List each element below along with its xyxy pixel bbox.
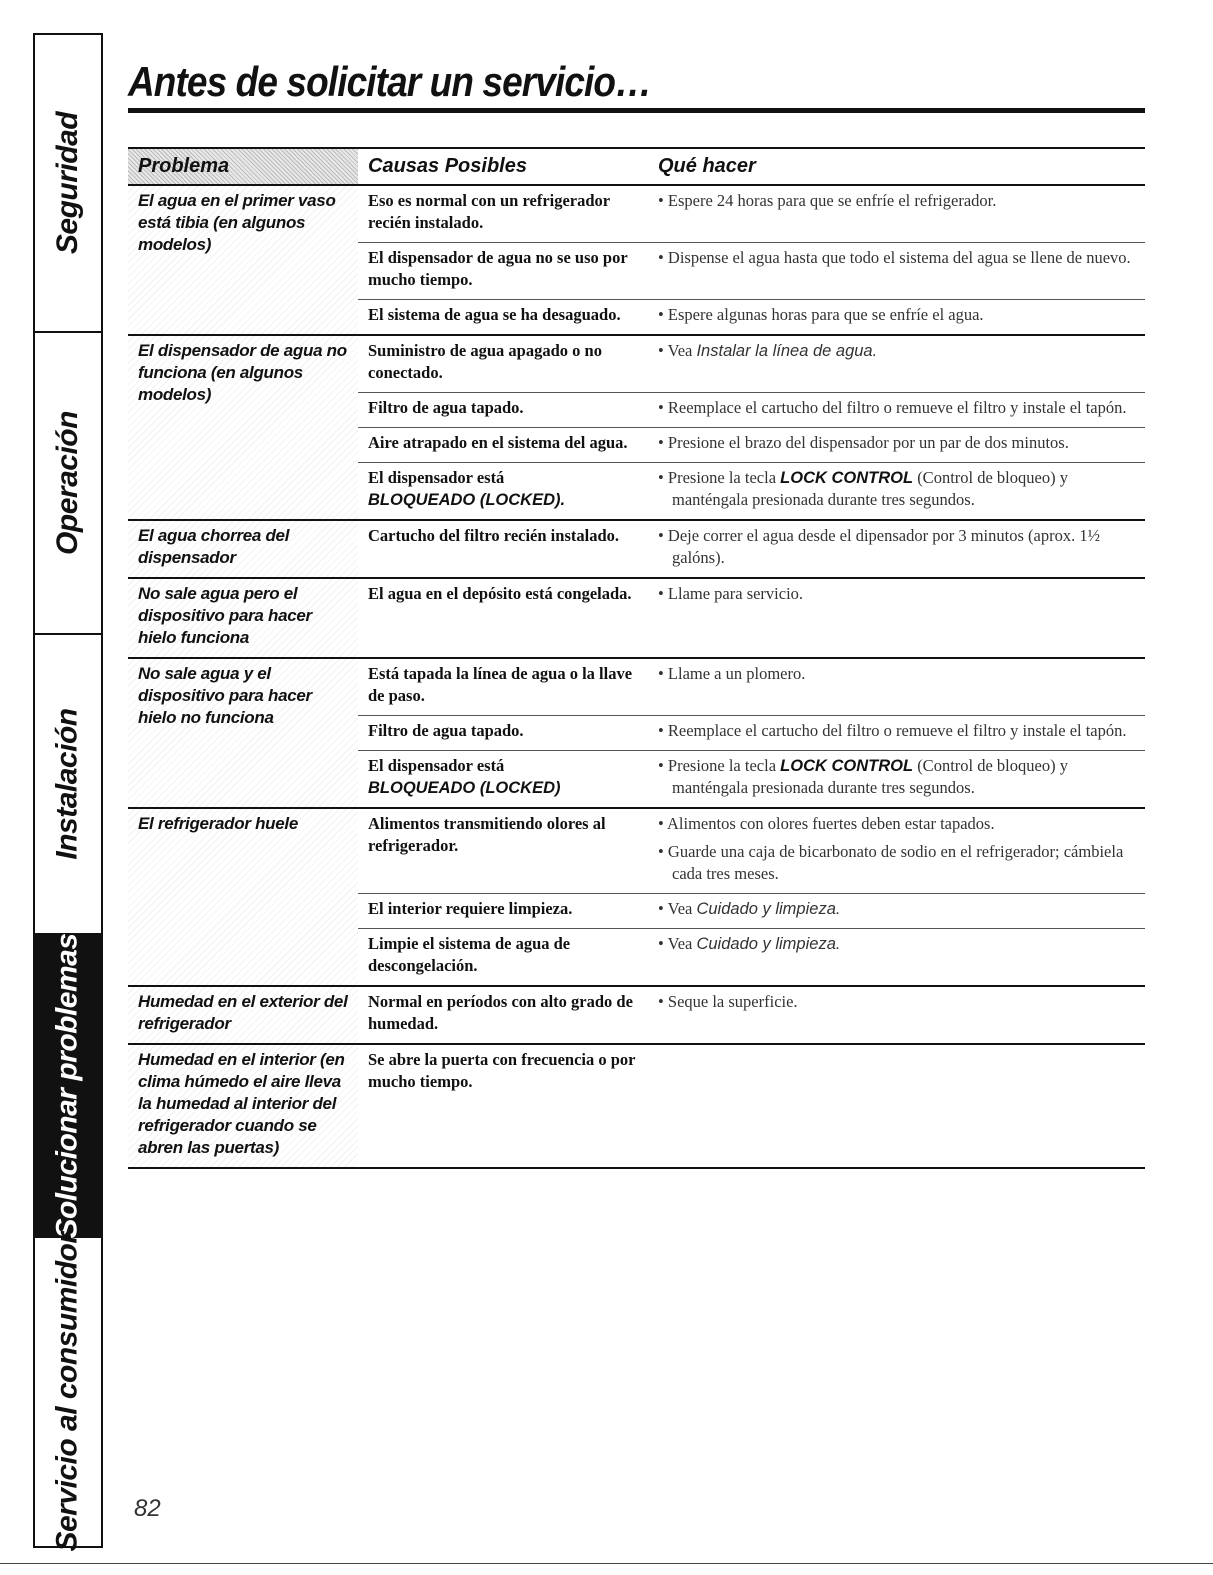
action-prefix: • Vea [658, 934, 697, 953]
cause-text: El dispensador de agua no se uso por mucho tiempo. [368, 248, 628, 289]
cause-text: Filtro de agua tapado. [368, 721, 524, 740]
table-body [128, 185, 1145, 1168]
cause-cell [358, 986, 648, 1044]
cause-cell [358, 300, 648, 336]
table-row [128, 335, 1145, 393]
action-suffix: (Control de bloqueo) y manténgala presionada durante tres segundos. [672, 468, 1068, 509]
action-cell [648, 716, 1145, 751]
tab-label: Operación [51, 411, 84, 555]
action-text: • Guarde una caja de bicarbonato de sodio en el refrigerador; cámbiela cada tres meses. [658, 842, 1124, 883]
cause-text: Normal en períodos con alto grado de humedad. [368, 992, 633, 1033]
cause-cell [358, 894, 648, 929]
action-text [658, 755, 1137, 799]
tab-operacion[interactable] [35, 333, 101, 635]
title-rule [128, 108, 1145, 113]
action-cell [648, 335, 1145, 393]
lock-control-key: LOCK CONTROL [780, 757, 914, 775]
action-text: • Reemplace el cartucho del filtro o remueve el filtro y instale el tapón. [658, 721, 1127, 740]
problem-cell: El dispensador de agua no funciona (en algunos modelos) [128, 335, 358, 520]
action-text [658, 340, 1137, 362]
cause-cell [358, 808, 648, 894]
action-text [658, 467, 1137, 511]
table-header-row [128, 148, 1145, 185]
table-row [128, 185, 1145, 243]
tab-solucionar-problemas[interactable] [35, 932, 101, 1239]
action-cell [648, 463, 1145, 521]
cause-text: Alimentos transmitiendo olores al refrigerador. [368, 814, 606, 855]
cause-cell [358, 1044, 648, 1168]
action-cell [648, 520, 1145, 578]
tab-label: Instalación [51, 708, 84, 860]
tab-instalacion[interactable] [35, 635, 101, 935]
cause-text: Eso es normal con un refrigerador recién instalado. [368, 191, 610, 232]
tab-label: Servicio al consumidor [51, 1232, 85, 1552]
cause-cell [358, 578, 648, 658]
action-cell [648, 428, 1145, 463]
table-row [128, 1044, 1145, 1168]
problem-cell: No sale agua pero el dispositivo para hacer hielo funciona [128, 578, 358, 658]
cause-text: Aire atrapado en el sistema del agua. [368, 433, 628, 452]
header-causas: Causas Posibles [358, 148, 648, 185]
action-reference: Cuidado y limpieza. [696, 935, 841, 953]
action-text [658, 898, 1137, 920]
action-cell [648, 986, 1145, 1044]
action-prefix: • Presione la tecla [658, 756, 781, 775]
cause-cell [358, 335, 648, 393]
tab-seguridad[interactable] [35, 35, 101, 333]
cause-text: El interior requiere limpieza. [368, 899, 573, 918]
action-prefix: • Vea [658, 341, 697, 360]
action-text: • Deje correr el agua desde el dipensador por 3 minutos (aprox. 1½ galóns). [658, 526, 1100, 567]
cause-emphasis: BLOQUEADO (LOCKED). [368, 491, 566, 509]
action-cell [648, 808, 1145, 894]
cause-cell [358, 929, 648, 987]
table-row [128, 658, 1145, 716]
problem-cell: El agua en el primer vaso está tibia (en algunos modelos) [128, 185, 358, 335]
action-cell [648, 578, 1145, 658]
section-sidebar [33, 33, 103, 1552]
header-problema: Problema [128, 148, 358, 185]
cause-cell [358, 751, 648, 809]
cause-text: Se abre la puerta con frecuencia o por mucho tiempo. [368, 1050, 636, 1091]
page-title: Antes de solicitar un servicio… [128, 58, 652, 105]
action-text: • Alimentos con olores fuertes deben estar tapados. [658, 814, 995, 833]
action-text: • Presione el brazo del dispensador por un par de dos minutos. [658, 433, 1069, 452]
action-prefix: • Presione la tecla [658, 468, 781, 487]
cause-text: El dispensador está [368, 756, 505, 775]
cause-text: El agua en el depósito está congelada. [368, 584, 632, 603]
tab-servicio-al-consumidor[interactable] [35, 1232, 101, 1552]
action-prefix: • Vea [658, 899, 697, 918]
problem-cell: Humedad en el interior (en clima húmedo el aire lleva la humedad al interior del refrigerador cuando se abren las puertas) [128, 1044, 358, 1168]
action-cell [648, 185, 1145, 243]
cause-cell [358, 393, 648, 428]
action-text [658, 933, 1137, 955]
tab-label: Solucionar problemas [51, 932, 85, 1239]
page-number: 82 [134, 1495, 161, 1522]
cause-cell [358, 243, 648, 300]
table-row [128, 520, 1145, 578]
action-text: • Reemplace el cartucho del filtro o remueve el filtro y instale el tapón. [658, 398, 1127, 417]
action-text: • Seque la superficie. [658, 992, 798, 1011]
action-cell [648, 929, 1145, 987]
action-cell [648, 658, 1145, 716]
cause-cell [358, 463, 648, 521]
cause-text: Filtro de agua tapado. [368, 398, 524, 417]
cause-text: Está tapada la línea de agua o la llave de paso. [368, 664, 633, 705]
problem-cell: No sale agua y el dispositivo para hacer hielo no funciona [128, 658, 358, 808]
action-cell [648, 1044, 1145, 1168]
cause-cell [358, 658, 648, 716]
action-text: • Espere algunas horas para que se enfríe el agua. [658, 305, 984, 324]
action-text: • Llame para servicio. [658, 584, 804, 603]
action-cell [648, 243, 1145, 300]
troubleshooting-table [128, 147, 1145, 1169]
tab-label: Seguridad [51, 111, 85, 255]
problem-cell: El refrigerador huele [128, 808, 358, 986]
lock-control-key: LOCK CONTROL [780, 469, 914, 487]
cause-emphasis: BLOQUEADO (LOCKED) [368, 779, 561, 797]
cause-cell [358, 716, 648, 751]
cause-cell [358, 520, 648, 578]
cause-cell [358, 185, 648, 243]
cause-text: Suministro de agua apagado o no conectado. [368, 341, 602, 382]
table-row [128, 986, 1145, 1044]
action-cell [648, 751, 1145, 809]
cause-text: Limpie el sistema de agua de descongelación. [368, 934, 571, 975]
action-cell [648, 393, 1145, 428]
action-suffix: (Control de bloqueo) y manténgala presionada durante tres segundos. [672, 756, 1068, 797]
action-text: • Dispense el agua hasta que todo el sistema del agua se llene de nuevo. [658, 248, 1131, 267]
problem-cell: El agua chorrea del dispensador [128, 520, 358, 578]
header-que-hacer: Qué hacer [648, 148, 1145, 185]
action-text: • Llame a un plomero. [658, 664, 806, 683]
cause-text: El dispensador está [368, 468, 505, 487]
cause-cell [358, 428, 648, 463]
action-reference: Cuidado y limpieza. [696, 900, 841, 918]
action-text: • Espere 24 horas para que se enfríe el refrigerador. [658, 191, 997, 210]
table-row [128, 808, 1145, 894]
cause-text: Cartucho del filtro recién instalado. [368, 526, 619, 545]
problem-cell: Humedad en el exterior del refrigerador [128, 986, 358, 1044]
bottom-rule [0, 1563, 1213, 1564]
table-row [128, 578, 1145, 658]
action-cell [648, 300, 1145, 336]
action-cell [648, 894, 1145, 929]
cause-text: El sistema de agua se ha desaguado. [368, 305, 621, 324]
action-reference: Instalar la línea de agua. [696, 342, 878, 360]
